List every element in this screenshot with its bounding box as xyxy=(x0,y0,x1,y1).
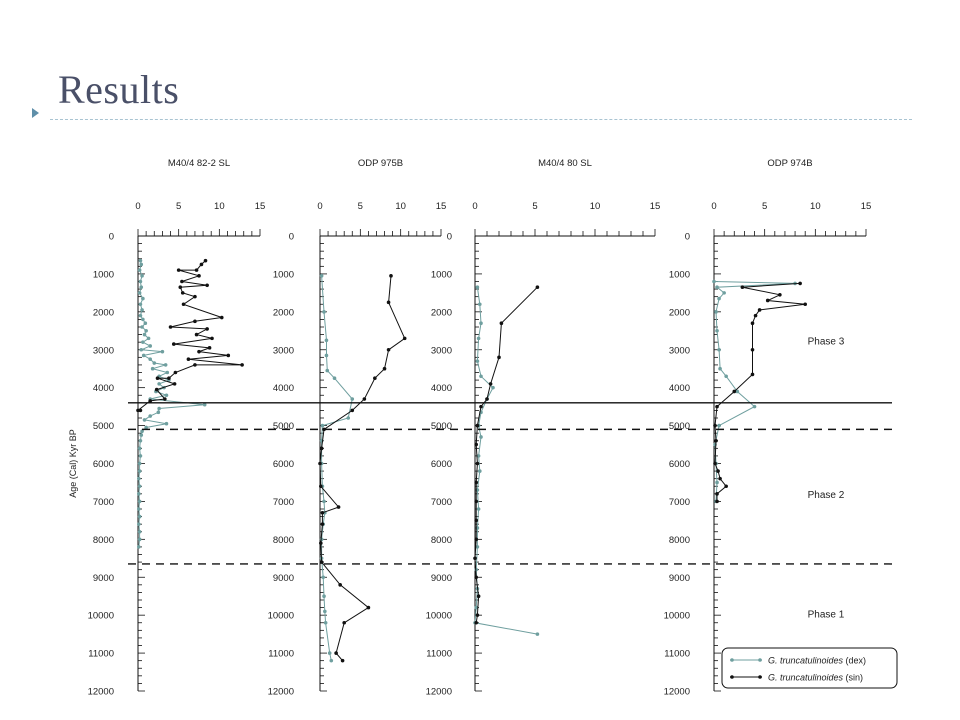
x-tick-label: 10 xyxy=(810,201,821,212)
data-point-sin xyxy=(204,259,208,263)
data-point-sin xyxy=(383,367,387,371)
data-point-sin xyxy=(181,291,185,295)
x-tick-label: 5 xyxy=(762,201,768,212)
data-point-sin xyxy=(751,321,755,325)
data-point-dex xyxy=(138,462,142,466)
data-point-sin xyxy=(156,376,160,380)
legend-label-dex: G. truncatulinoides (dex) xyxy=(768,655,867,666)
phase-label: Phase 1 xyxy=(807,609,845,621)
data-point-sin xyxy=(741,285,745,289)
data-point-sin xyxy=(389,274,393,278)
panel-title: ODP 975B xyxy=(357,158,404,169)
data-point-sin xyxy=(474,443,478,447)
data-point-sin xyxy=(474,575,478,579)
data-point-dex xyxy=(138,538,142,542)
data-point-sin xyxy=(193,320,197,324)
y-tick-label: 5000 xyxy=(92,421,114,433)
data-point-sin xyxy=(474,621,478,625)
data-point-sin xyxy=(715,500,719,504)
data-point-sin xyxy=(193,295,197,299)
y-tick-label: 12000 xyxy=(87,686,114,698)
data-point-sin xyxy=(337,505,341,509)
data-point-sin xyxy=(187,357,191,361)
y-tick-label: 6000 xyxy=(272,459,294,470)
data-point-dex xyxy=(715,329,719,333)
data-point-dex xyxy=(325,338,329,342)
data-point-dex xyxy=(479,374,483,378)
y-tick-label: 0 xyxy=(288,231,294,243)
data-point-dex xyxy=(139,302,143,306)
y-tick-label: 3000 xyxy=(272,345,294,357)
y-tick-label: 0 xyxy=(108,231,114,243)
data-point-dex xyxy=(148,357,152,361)
data-point-sin xyxy=(474,519,478,523)
y-tick-label: 12000 xyxy=(425,686,452,698)
data-point-dex xyxy=(536,632,540,636)
y-tick-label: 5000 xyxy=(430,421,452,433)
data-point-dex xyxy=(333,376,337,380)
x-tick-label: 15 xyxy=(254,201,266,212)
y-tick-label: 11000 xyxy=(88,648,114,660)
data-point-sin xyxy=(200,263,204,267)
phase-label: Phase 2 xyxy=(807,489,845,501)
data-point-sin xyxy=(173,382,177,386)
y-tick-label: 9000 xyxy=(92,572,114,584)
data-point-dex xyxy=(324,621,328,625)
x-tick-label: 5 xyxy=(532,201,538,212)
y-tick-label: 6000 xyxy=(430,459,452,470)
data-point-dex xyxy=(165,422,169,426)
data-point-dex xyxy=(138,268,142,272)
data-point-dex xyxy=(144,321,148,325)
data-point-sin xyxy=(155,388,159,392)
y-tick-label: 6000 xyxy=(668,459,690,470)
y-tick-label: 11000 xyxy=(426,648,452,660)
data-point-sin xyxy=(758,308,762,312)
data-point-sin xyxy=(172,342,176,346)
data-point-dex xyxy=(478,302,482,306)
data-point-dex xyxy=(321,575,325,579)
data-point-dex xyxy=(138,484,142,488)
data-point-dex xyxy=(479,321,483,325)
data-point-dex xyxy=(717,424,721,428)
legend-marker-sin xyxy=(730,675,734,679)
x-tick-label: 15 xyxy=(435,201,447,212)
data-point-dex xyxy=(138,469,142,473)
data-point-dex xyxy=(478,469,482,473)
data-point-sin xyxy=(342,621,346,625)
series-line-dex xyxy=(322,276,353,661)
data-point-sin xyxy=(751,348,755,352)
data-point-sin xyxy=(240,363,244,367)
data-point-dex xyxy=(479,435,483,439)
series-line-sin xyxy=(475,287,537,623)
y-tick-label: 5000 xyxy=(668,421,690,433)
y-tick-label: 7000 xyxy=(92,496,114,508)
data-point-dex xyxy=(722,291,726,295)
data-point-dex xyxy=(724,374,728,378)
legend-marker-dex xyxy=(730,658,734,662)
data-point-sin xyxy=(536,285,540,289)
data-point-sin xyxy=(169,325,173,329)
data-point-sin xyxy=(320,560,324,564)
data-point-dex xyxy=(346,416,350,420)
data-point-dex xyxy=(138,515,142,519)
y-tick-label: 0 xyxy=(446,231,452,243)
data-point-sin xyxy=(474,481,478,485)
x-tick-label: 0 xyxy=(135,201,141,212)
y-tick-label: 1000 xyxy=(92,269,114,281)
y-tick-label: 4000 xyxy=(430,383,452,395)
data-point-sin xyxy=(334,651,338,655)
data-point-dex xyxy=(350,397,354,401)
y-tick-label: 12000 xyxy=(663,686,690,698)
data-point-dex xyxy=(152,361,156,365)
data-point-sin xyxy=(500,321,504,325)
data-point-sin xyxy=(476,462,480,466)
x-tick-label: 10 xyxy=(589,201,601,212)
data-point-sin xyxy=(178,285,182,289)
data-point-sin xyxy=(751,373,755,377)
data-point-sin xyxy=(766,299,770,303)
data-point-sin xyxy=(205,283,209,287)
data-point-sin xyxy=(497,356,501,360)
y-tick-label: 2000 xyxy=(430,307,452,319)
data-point-sin xyxy=(715,492,719,496)
data-point-dex xyxy=(138,291,142,295)
data-point-sin xyxy=(319,541,323,545)
data-point-dex xyxy=(143,333,147,337)
y-tick-label: 7000 xyxy=(272,496,294,508)
data-point-dex xyxy=(157,382,161,386)
data-point-dex xyxy=(143,418,147,422)
data-point-dex xyxy=(139,439,143,443)
y-tick-label: 7000 xyxy=(430,496,452,508)
data-point-sin xyxy=(803,302,807,306)
y-tick-label: 9000 xyxy=(668,572,690,584)
legend-marker-sin xyxy=(758,675,762,679)
y-tick-label: 8000 xyxy=(92,534,114,546)
data-point-dex xyxy=(325,369,329,373)
data-point-sin xyxy=(485,397,489,401)
data-point-sin xyxy=(321,522,325,526)
y-tick-label: 10000 xyxy=(267,610,294,622)
data-point-dex xyxy=(151,367,155,371)
y-tick-label: 9000 xyxy=(272,572,294,584)
y-tick-label: 9000 xyxy=(430,572,452,584)
data-point-dex xyxy=(139,280,143,284)
data-point-sin xyxy=(403,337,407,341)
data-point-dex xyxy=(139,285,143,289)
data-point-sin xyxy=(208,346,212,350)
data-point-dex xyxy=(141,340,145,344)
y-tick-label: 5000 xyxy=(272,421,294,433)
data-point-dex xyxy=(322,310,326,314)
data-point-dex xyxy=(138,447,142,451)
data-point-dex xyxy=(148,414,152,418)
data-point-sin xyxy=(320,447,324,451)
data-point-sin xyxy=(220,316,224,320)
y-tick-label: 10000 xyxy=(663,610,690,622)
data-point-dex xyxy=(141,297,145,301)
data-point-sin xyxy=(476,613,480,617)
series-line-dex xyxy=(475,287,537,634)
data-point-dex xyxy=(137,507,141,511)
data-point-sin xyxy=(139,409,143,413)
data-point-sin xyxy=(713,462,717,466)
data-point-dex xyxy=(322,594,326,598)
series-line-sin xyxy=(715,283,805,501)
y-tick-label: 8000 xyxy=(430,534,452,546)
data-point-sin xyxy=(205,327,209,331)
panel-title: M40/4 82-2 SL xyxy=(167,158,231,169)
data-point-sin xyxy=(163,397,167,401)
y-tick-label: 1000 xyxy=(668,269,690,281)
series-line-sin xyxy=(320,276,405,661)
y-tick-label: 10000 xyxy=(425,610,452,622)
x-tick-label: 15 xyxy=(860,201,872,212)
data-point-sin xyxy=(724,484,728,488)
data-point-sin xyxy=(182,302,186,306)
y-tick-label: 2000 xyxy=(92,307,114,319)
slide-title: Results xyxy=(58,67,180,112)
data-point-dex xyxy=(165,371,169,375)
data-point-sin xyxy=(167,376,171,380)
data-point-sin xyxy=(318,462,322,466)
x-tick-label: 0 xyxy=(317,201,323,212)
panel-title: M40/4 80 SL xyxy=(538,158,592,169)
data-point-sin xyxy=(798,282,802,286)
data-point-sin xyxy=(177,268,181,272)
data-point-dex xyxy=(477,507,481,511)
data-point-sin xyxy=(387,301,391,305)
y-tick-label: 7000 xyxy=(668,496,690,508)
y-tick-label: 8000 xyxy=(668,534,690,546)
y-tick-label: 3000 xyxy=(668,345,690,357)
data-point-dex xyxy=(753,405,757,409)
data-point-sin xyxy=(732,390,736,394)
x-tick-label: 5 xyxy=(357,201,363,212)
data-point-dex xyxy=(715,481,719,485)
data-point-sin xyxy=(373,376,377,380)
data-point-dex xyxy=(139,348,143,352)
y-tick-label: 10000 xyxy=(87,610,114,622)
y-tick-label: 4000 xyxy=(92,383,114,395)
data-point-dex xyxy=(717,297,721,301)
data-point-sin xyxy=(479,405,483,409)
data-point-sin xyxy=(193,363,197,367)
data-point-dex xyxy=(137,492,141,496)
y-tick-label: 3000 xyxy=(430,345,452,357)
data-point-sin xyxy=(718,477,722,481)
data-point-dex xyxy=(321,424,325,428)
data-point-sin xyxy=(350,409,354,413)
data-point-dex xyxy=(139,314,143,318)
data-point-dex xyxy=(325,354,329,358)
data-point-dex xyxy=(328,651,332,655)
data-point-dex xyxy=(165,393,169,397)
data-point-dex xyxy=(138,500,142,504)
data-point-dex xyxy=(140,274,144,278)
data-point-sin xyxy=(319,484,323,488)
data-point-sin xyxy=(195,333,199,337)
data-point-sin xyxy=(473,556,477,560)
data-point-dex xyxy=(137,522,141,526)
data-point-dex xyxy=(322,500,326,504)
data-point-dex xyxy=(140,325,144,329)
data-point-dex xyxy=(491,386,495,390)
data-point-dex xyxy=(476,285,480,289)
data-point-sin xyxy=(476,424,480,428)
legend-marker-dex xyxy=(758,658,762,662)
data-point-dex xyxy=(712,280,716,284)
data-point-dex xyxy=(144,329,148,333)
data-point-sin xyxy=(713,424,717,428)
y-tick-label: 11000 xyxy=(664,648,690,660)
data-point-dex xyxy=(139,454,143,458)
data-point-sin xyxy=(474,538,478,542)
data-point-dex xyxy=(137,545,141,549)
data-point-sin xyxy=(197,350,201,354)
y-axis-label: Age (Cal) Kyr BP xyxy=(68,429,78,498)
x-tick-label: 10 xyxy=(395,201,406,212)
data-point-dex xyxy=(139,259,143,263)
data-point-dex xyxy=(717,348,721,352)
y-tick-label: 0 xyxy=(684,231,690,243)
data-point-sin xyxy=(180,280,184,284)
data-point-sin xyxy=(714,439,718,443)
data-point-dex xyxy=(147,337,151,341)
data-point-sin xyxy=(754,314,758,318)
y-tick-label: 3000 xyxy=(92,345,114,357)
data-point-dex xyxy=(141,318,145,322)
data-point-dex xyxy=(477,337,481,341)
legend-label-sin: G. truncatulinoides (sin) xyxy=(768,672,864,683)
data-point-dex xyxy=(157,411,161,415)
data-point-sin xyxy=(363,397,367,401)
y-tick-label: 1000 xyxy=(430,269,452,281)
data-point-dex xyxy=(323,610,327,614)
y-tick-label: 2000 xyxy=(272,307,294,319)
data-point-sin xyxy=(321,511,325,515)
data-point-dex xyxy=(320,274,324,278)
data-point-sin xyxy=(338,583,342,587)
data-point-sin xyxy=(716,469,720,473)
data-point-dex xyxy=(137,477,141,481)
series-line-dex xyxy=(139,261,205,547)
data-point-dex xyxy=(718,367,722,371)
data-point-dex xyxy=(139,433,143,437)
y-tick-label: 6000 xyxy=(92,459,114,470)
data-point-dex xyxy=(142,354,146,358)
data-point-dex xyxy=(329,659,333,663)
x-tick-label: 10 xyxy=(214,201,225,212)
y-tick-label: 11000 xyxy=(268,648,294,660)
data-point-sin xyxy=(226,354,230,358)
data-point-sin xyxy=(778,293,782,297)
data-point-dex xyxy=(148,344,152,348)
series-line-sin xyxy=(138,261,242,411)
y-tick-label: 8000 xyxy=(272,534,294,546)
data-point-sin xyxy=(474,500,478,504)
data-point-sin xyxy=(210,337,214,341)
data-point-sin xyxy=(387,348,391,352)
y-tick-label: 12000 xyxy=(267,686,294,698)
panel-title: ODP 974B xyxy=(767,158,813,169)
phase-label: Phase 3 xyxy=(807,336,845,348)
data-point-dex xyxy=(714,310,718,314)
x-tick-label: 5 xyxy=(176,201,182,212)
y-tick-label: 1000 xyxy=(272,269,294,281)
y-tick-label: 4000 xyxy=(272,383,294,395)
data-point-dex xyxy=(138,530,142,534)
x-tick-label: 0 xyxy=(472,201,478,212)
data-point-sin xyxy=(341,659,345,663)
data-point-dex xyxy=(140,308,144,312)
data-point-sin xyxy=(197,274,201,278)
data-point-sin xyxy=(715,405,719,409)
data-point-dex xyxy=(164,363,168,367)
data-point-dex xyxy=(139,263,143,267)
x-tick-label: 0 xyxy=(711,201,717,212)
data-point-sin xyxy=(195,268,199,272)
data-point-sin xyxy=(477,594,481,598)
y-tick-label: 4000 xyxy=(668,383,690,395)
data-point-sin xyxy=(367,606,371,610)
data-point-sin xyxy=(174,371,178,375)
data-point-sin xyxy=(489,382,493,386)
data-point-dex xyxy=(161,350,165,354)
data-point-dex xyxy=(715,285,719,289)
data-point-dex xyxy=(476,359,480,363)
y-tick-label: 2000 xyxy=(668,307,690,319)
data-point-dex xyxy=(157,407,161,411)
x-tick-label: 15 xyxy=(649,201,661,212)
